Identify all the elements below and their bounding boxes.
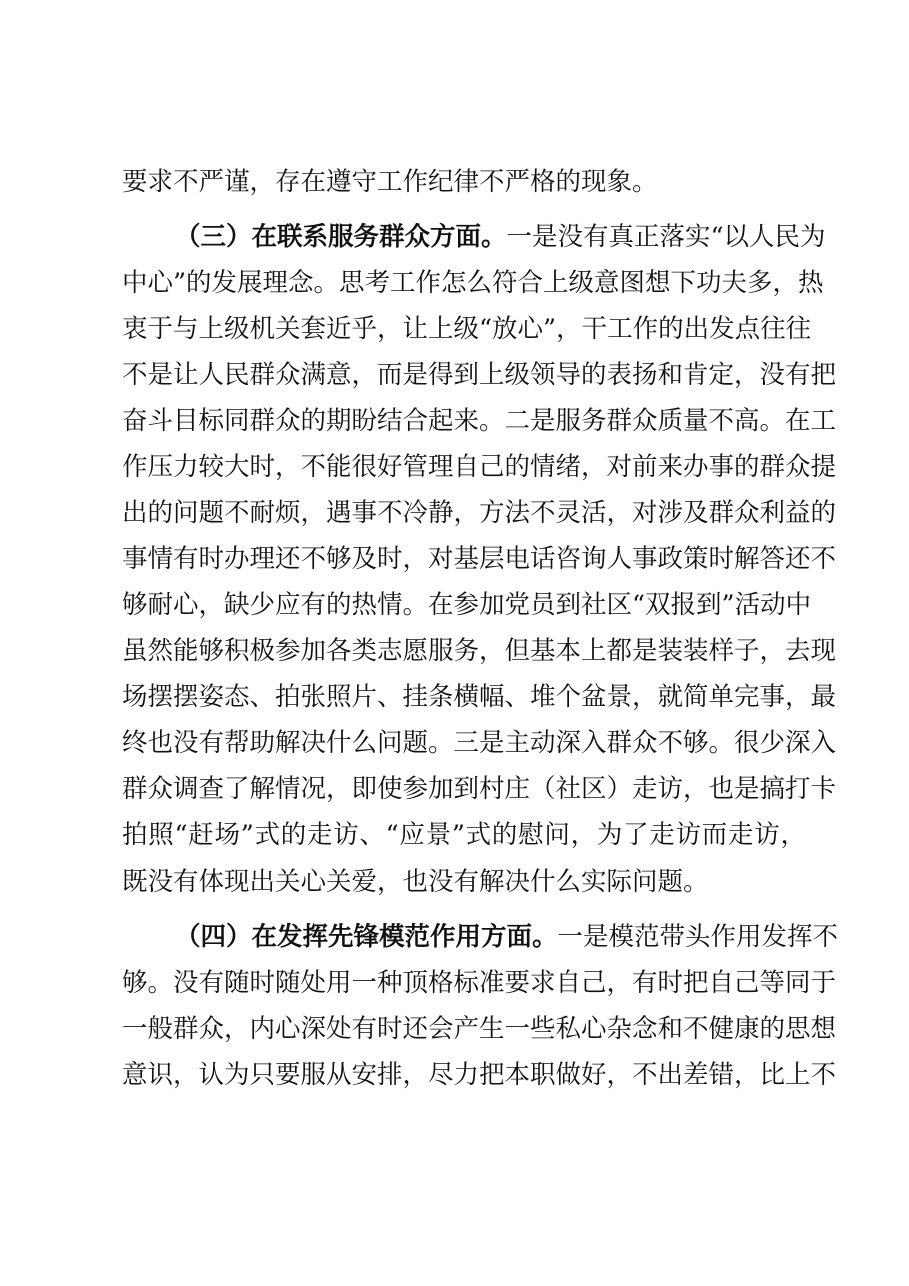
section-4-lead: 一是模范带头作用发挥不 [557, 922, 839, 952]
text-line [0, 355, 909, 395]
text-line-content: 一般群众，内心深处有时还会产生一些私心杂念和不健康的思想 [122, 1014, 837, 1044]
text-line [175, 917, 839, 957]
text-line [0, 585, 909, 625]
text-line [0, 539, 909, 579]
text-line [0, 1055, 909, 1095]
text-line-content: 出的问题不耐烦，遇事不冷静，方法不灵活，对涉及群众利益的 [122, 498, 837, 528]
text-line [0, 815, 909, 855]
text-line-content: 拍照“赶场”式的走访、“应景”式的慰问，为了走访而走访， [122, 820, 806, 850]
text-line [0, 769, 909, 809]
text-line [0, 263, 909, 303]
section-4-heading: （四）在发挥先锋模范作用方面。 [175, 922, 558, 952]
text-line-content: 奋斗目标同群众的期盼结合起来。二是服务群众质量不高。在工 [122, 406, 837, 436]
section-4-first-line [0, 917, 909, 957]
text-line [0, 493, 909, 533]
text-line-content: 虽然能够积极参加各类志愿服务，但基本上都是装装样子，去现 [122, 636, 837, 666]
text-line [0, 401, 909, 441]
text-line-content: 作压力较大时，不能很好管理自己的情绪，对前来办事的群众提 [122, 452, 837, 482]
text-line-content: 不是让人民群众满意，而是得到上级领导的表扬和肯定，没有把 [122, 360, 837, 390]
text-line [0, 723, 909, 763]
text-line [0, 963, 909, 1003]
text-line: 要求不严谨，存在遵守工作纪律不严格的现象。 [122, 167, 658, 197]
text-line [175, 217, 826, 257]
text-line-content: 既没有体现出关心关爱，也没有解决什么实际问题。 [122, 867, 709, 897]
section-3-first-line [0, 217, 909, 257]
text-line-content: 意识，认为只要服从安排，尽力把本职做好，不出差错，比上不 [122, 1060, 837, 1090]
section-3-lead: 一是没有真正落实“以人民为 [506, 222, 826, 252]
text-line-content: 场摆摆姿态、拍张照片、挂条横幅、堆个盆景，就简单完事，最 [122, 682, 837, 712]
text-line [0, 1009, 909, 1049]
text-line-content: 终也没有帮助解决什么问题。三是主动深入群众不够。很少深入 [122, 728, 837, 758]
text-line [0, 862, 909, 902]
text-line-content: 够耐心，缺少应有的热情。在参加党员到社区“双报到”活动中 [122, 590, 812, 620]
text-line [0, 447, 909, 487]
text-line [0, 309, 909, 349]
section-3-heading: （三）在联系服务群众方面。 [175, 222, 507, 252]
text-line-content: 中心”的发展理念。思考工作怎么符合上级意图想下功夫多，热 [122, 268, 824, 298]
paragraph-continuation [0, 162, 909, 202]
text-line-content: 衷于与上级机关套近乎，让上级“放心”，干工作的出发点往往 [122, 314, 812, 344]
text-line-content: 群众调查了解情况，即使参加到村庄（社区）走访，也是搞打卡 [122, 774, 837, 804]
text-line-content: 事情有时办理还不够及时，对基层电话咨询人事政策时解答还不 [122, 544, 837, 574]
text-line [0, 631, 909, 671]
text-line-content: 够。没有随时随处用一种顶格标准要求自己，有时把自己等同于 [122, 968, 837, 998]
text-line [0, 677, 909, 717]
